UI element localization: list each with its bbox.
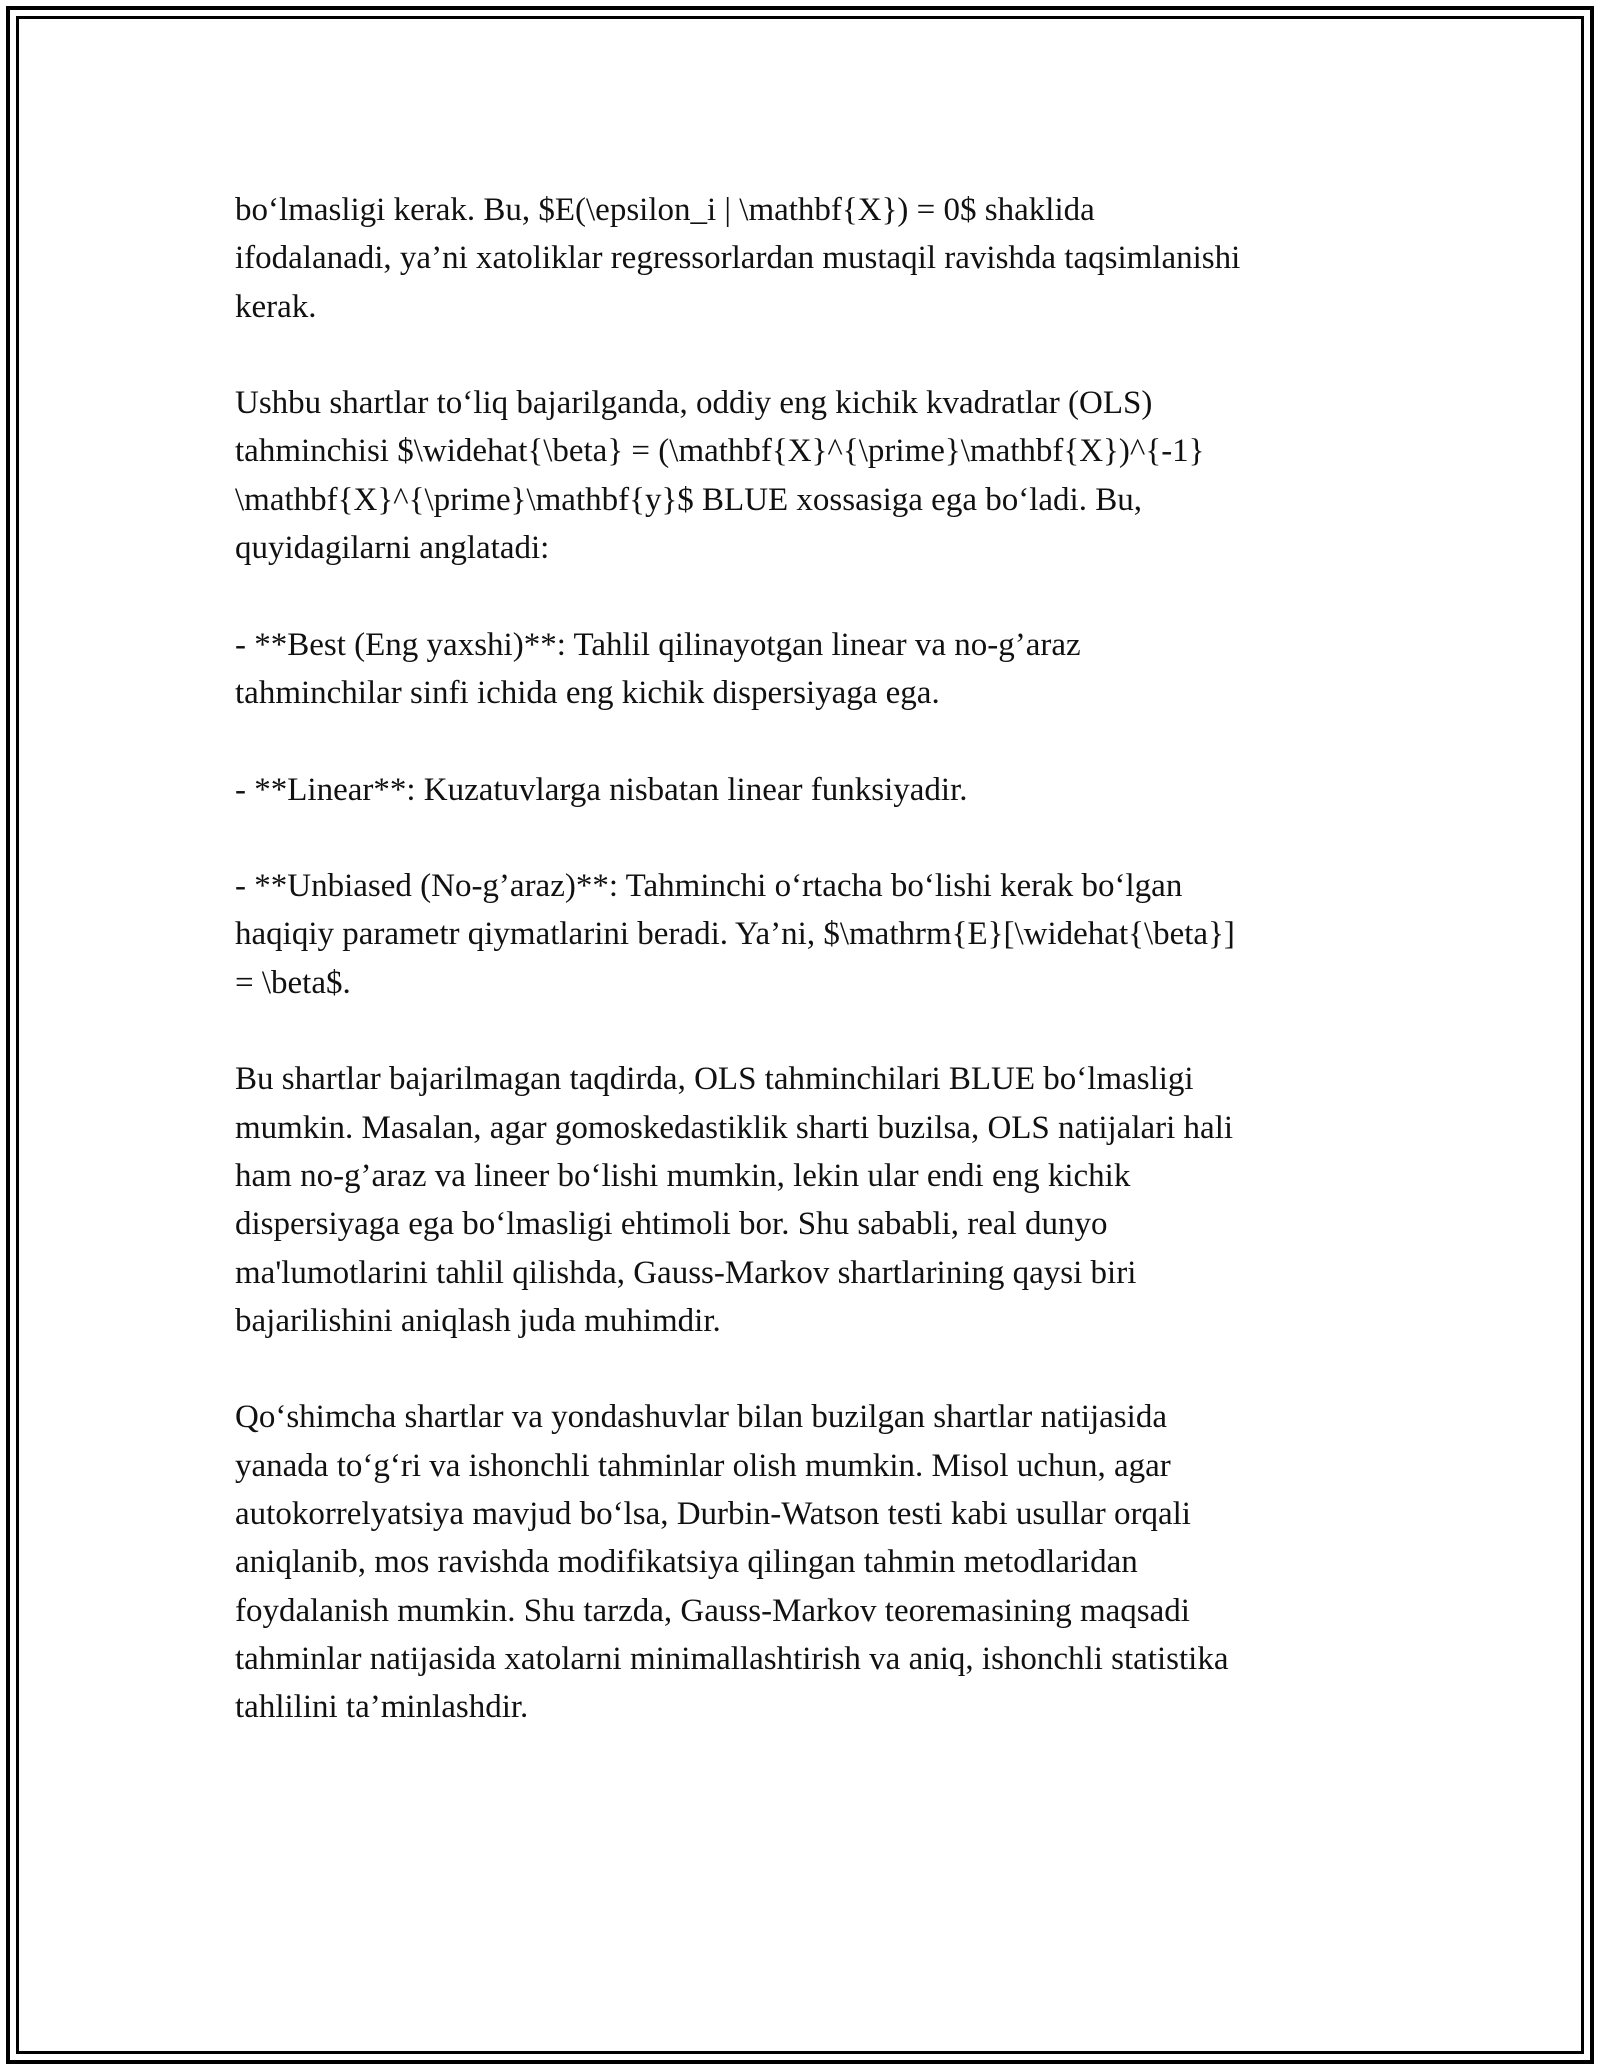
text-line: tahminlar natijasida xatolarni minimallashtirish va aniq, ishonchli statistika <box>235 1640 1229 1677</box>
text-line: bo‘lmasligi kerak. Bu, $E(\epsilon_i | \mathbf{X}) = 0$ shaklida <box>235 192 1095 228</box>
document-body <box>235 186 1365 1780</box>
text-line: autokorrelyatsiya mavjud bo‘lsa, Durbin-Watson testi kabi usullar orqali <box>235 1496 1191 1533</box>
text-line: - **Best (Eng yaxshi)**: Tahlil qilinayotgan linear va no-g’araz <box>235 626 1081 663</box>
text-line: quyidagilarni anglatadi: <box>235 530 550 567</box>
text-line: = \beta$. <box>235 964 351 1001</box>
paragraph-assumption-continuation <box>235 186 1365 331</box>
paragraph-additional-conditions <box>235 1393 1365 1731</box>
list-item-linear <box>235 766 1365 814</box>
text-line: Bu shartlar bajarilmagan taqdirda, OLS tahminchilari BLUE bo‘lmasligi <box>235 1061 1194 1098</box>
paragraph-ols-blue <box>235 379 1365 572</box>
list-item-best <box>235 621 1365 718</box>
text-line: ham no-g’araz va lineer bo‘lishi mumkin, lekin ular endi eng kichik <box>235 1157 1131 1194</box>
text-line: tahminchisi $\widehat{\beta} = (\mathbf{X}^{\prime}\mathbf{X})^{-1} <box>235 433 1205 470</box>
text-line: tahlilini ta’minlashdir. <box>235 1689 529 1726</box>
text-line: aniqlanib, mos ravishda modifikatsiya qilingan tahmin metodlaridan <box>235 1544 1138 1581</box>
text-line: ifodalanadi, ya’ni xatoliklar regressorlardan mustaqil ravishda taqsimlanishi <box>235 240 1241 277</box>
text-line: tahminchilar sinfi ichida eng kichik dispersiyaga ega. <box>235 674 940 711</box>
text-line: dispersiyaga ega bo‘lmasligi ehtimoli bor. Shu sababli, real dunyo <box>235 1206 1108 1243</box>
text-line: - **Unbiased (No-g’araz)**: Tahminchi o‘rtacha bo‘lishi kerak bo‘lgan <box>235 868 1183 905</box>
text-line: - **Linear**: Kuzatuvlarga nisbatan linear funksiyadir. <box>235 771 968 808</box>
text-line: foydalanish mumkin. Shu tarzda, Gauss-Markov teoremasining maqsadi <box>235 1592 1190 1629</box>
paragraph-violations <box>235 1055 1365 1345</box>
text-line: haqiqiy parametr qiymatlarini beradi. Ya’ni, $\mathrm{E}[\widehat{\beta}] <box>235 916 1235 953</box>
text-line: mumkin. Masalan, agar gomoskedastiklik sharti buzilsa, OLS natijalari hali <box>235 1109 1234 1146</box>
text-line: \mathbf{X}^{\prime}\mathbf{y}$ BLUE xossasiga ega bo‘ladi. Bu, <box>235 481 1142 518</box>
text-line: yanada to‘g‘ri va ishonchli tahminlar olish mumkin. Misol uchun, agar <box>235 1447 1171 1484</box>
text-line: bajarilishini aniqlash juda muhimdir. <box>235 1302 721 1339</box>
text-line: kerak. <box>235 288 317 325</box>
text-line: Ushbu shartlar to‘liq bajarilganda, oddiy eng kichik kvadratlar (OLS) <box>235 385 1153 422</box>
list-item-unbiased <box>235 862 1365 1007</box>
text-line: ma'lumotlarini tahlil qilishda, Gauss-Markov shartlarining qaysi biri <box>235 1254 1137 1291</box>
text-line: Qo‘shimcha shartlar va yondashuvlar bilan buzilgan shartlar natijasida <box>235 1399 1167 1436</box>
